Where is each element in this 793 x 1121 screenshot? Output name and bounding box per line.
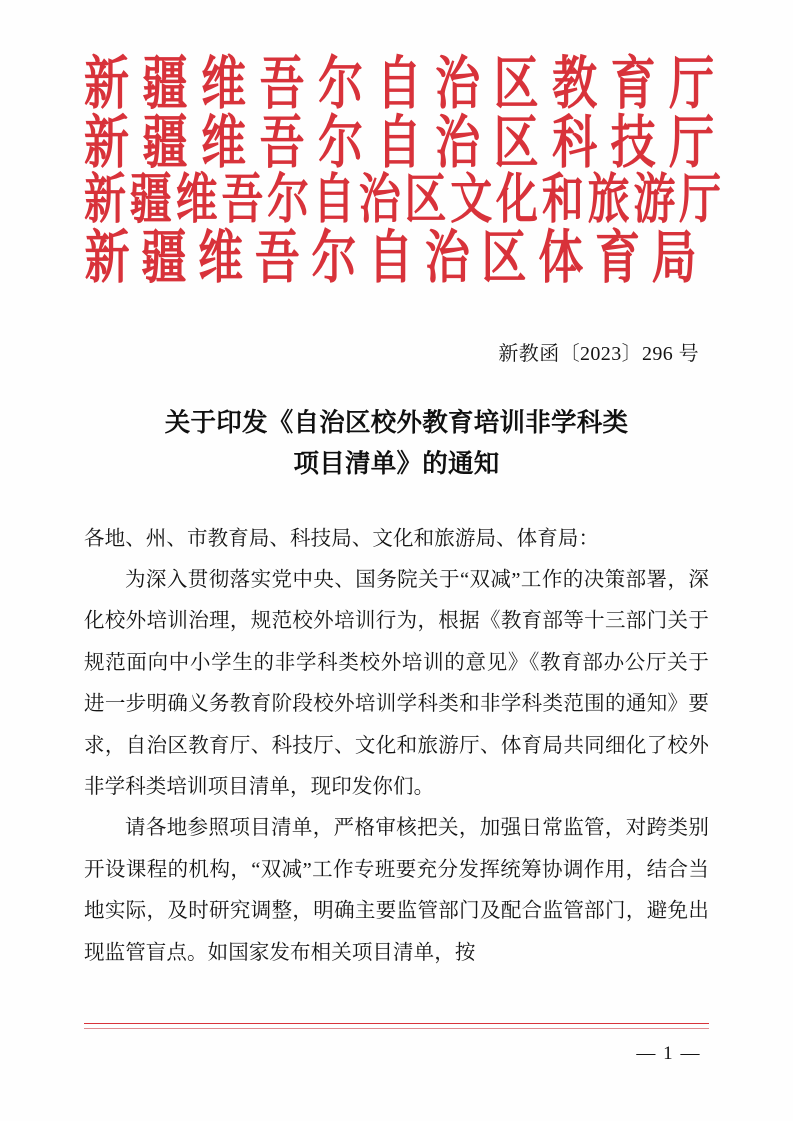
page-title-line-2: 项目清单》的通知: [293, 449, 500, 479]
salutation: 各地、州、市教育局、科技局、文化和旅游局、体育局：: [84, 527, 600, 550]
page-number: — 1 —: [636, 1043, 701, 1064]
body-paragraph-2: 请各地参照项目清单，严格审核把关，加强日常监管，对跨类别开设课程的机构，“双减”工作专班要充分发挥统筹协调作用，结合当地实际，及时研究调整，明确主要监管部门及配合监管部门，避免出现监管盲点。如国家发布相关项目清单，按: [84, 817, 709, 964]
letterhead-line-4: 新疆维吾尔自治区体育局: [84, 225, 709, 290]
page-title-line-1: 关于印发《自治区校外教育培训非学科类: [164, 408, 629, 437]
footer-divider-thick: [84, 1023, 709, 1024]
letterhead-line-2: 新疆维吾尔自治区科技厅: [84, 110, 728, 175]
page-footer: [84, 1023, 709, 1065]
body-paragraph-1: 为深入贯彻落实党中央、国务院关于“双减”工作的决策部署，深化校外培训治理，规范校外培训行为，根据《教育部等十三部门关于规范面向中小学生的非学科类校外培训的意见》《教育部办公厅关于进一步明确义务教育阶段校外培训学科类和非学科类范围的通知》要求，自治区教育厅、科技厅、文化和旅游厅、体育局共同细化了校外非学科类培训项目清单，现印发你们。: [84, 569, 709, 799]
letterhead-line-1: 新疆维吾尔自治区教育厅: [84, 51, 728, 116]
letterhead: [84, 0, 728, 290]
document-body: [84, 519, 709, 974]
document-number: 新教函〔2023〕296 号: [498, 343, 699, 365]
page-title: [84, 402, 709, 485]
letterhead-line-3: 新疆维吾尔自治区文化和旅游厅: [84, 171, 725, 231]
footer-divider-thin: [84, 1028, 709, 1029]
